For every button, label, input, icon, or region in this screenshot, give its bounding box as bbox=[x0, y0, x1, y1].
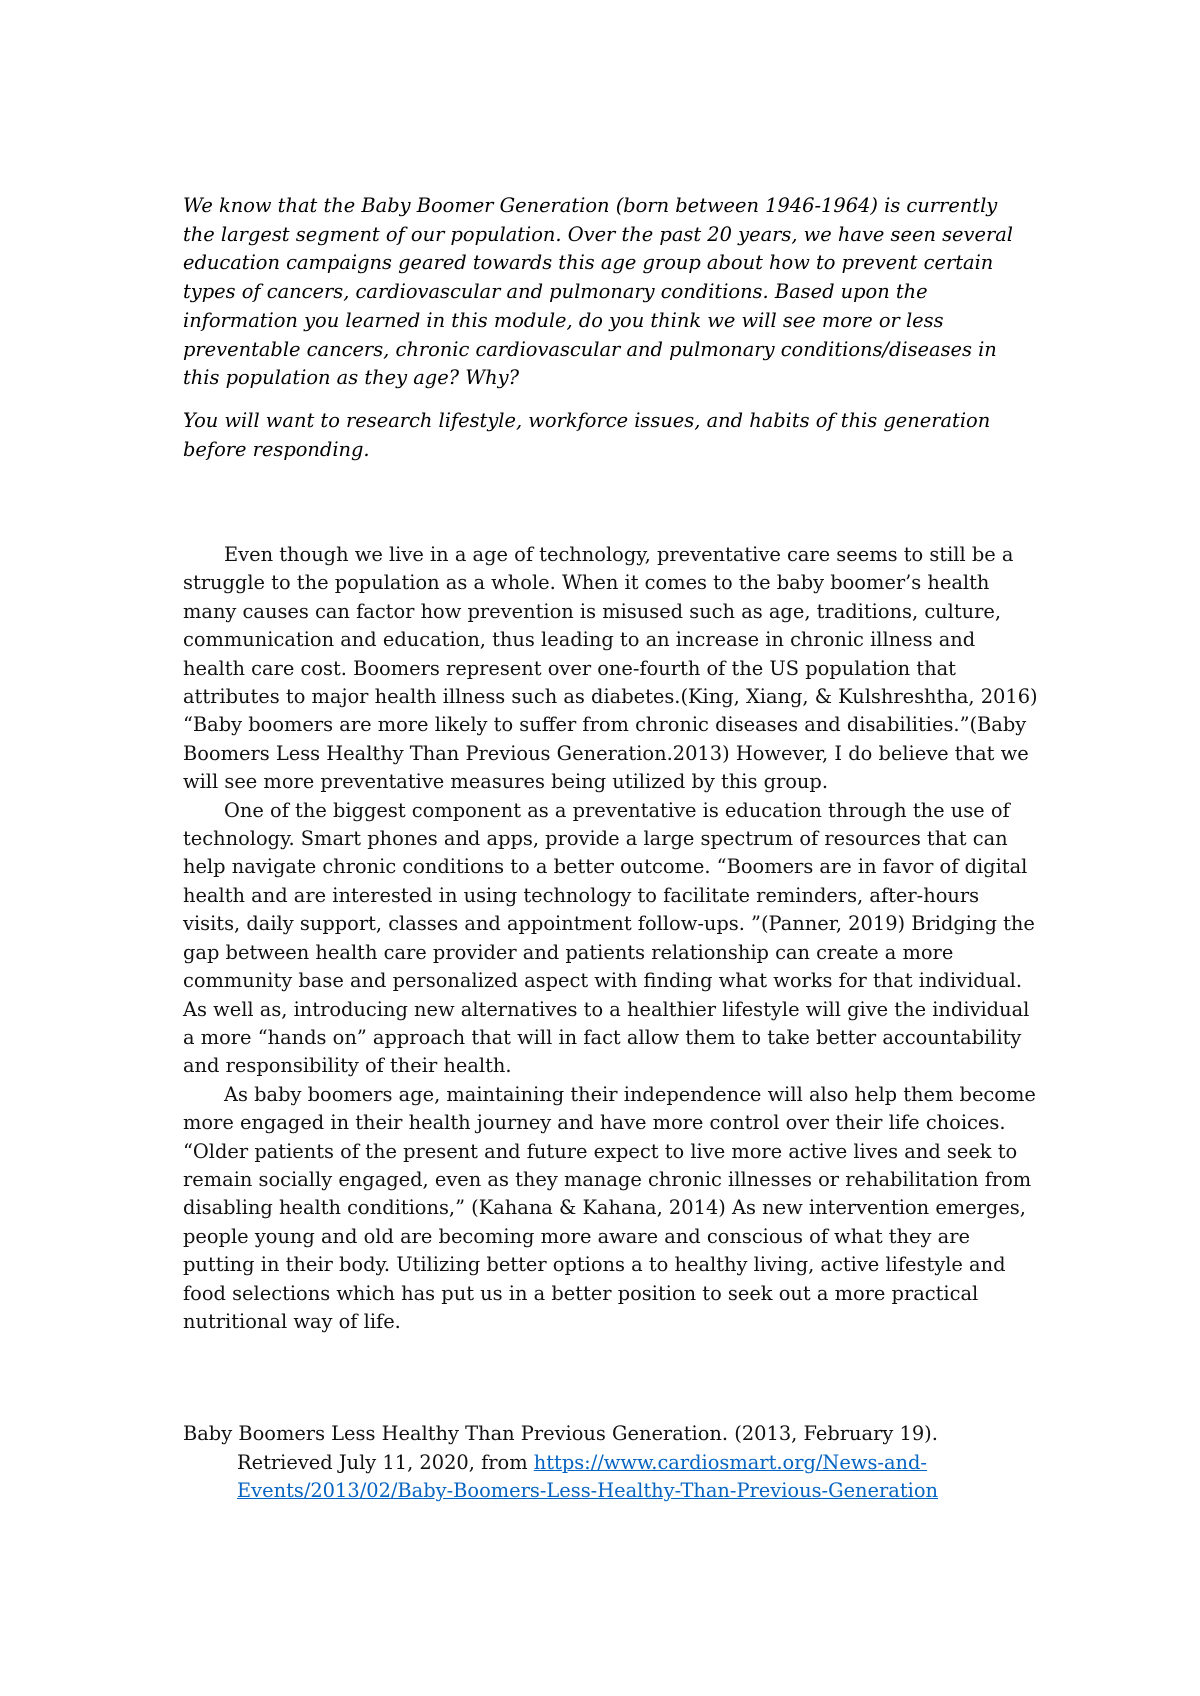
assignment-prompt bbox=[183, 192, 1023, 464]
essay-paragraph: One of the biggest component as a preventative is education through the use of technology. Smart phones and apps, provide a large spectrum of resources that can help navigate chronic conditions to a better outcome. “Boomers are in favor of digital health and are interested in using technology to facilitate reminders, after-hours visits, daily support, classes and appointment follow-ups. ”(Panner, 2019) Bridging the gap between health care provider and patients relationship can create a more community base and personalized aspect with finding what works for that individual. As well as, introducing new alternatives to a healthier lifestyle will give the individual a more “hands on” approach that will in fact allow them to take better accountability and responsibility of their health. bbox=[183, 798, 1035, 1078]
essay-paragraph: As baby boomers age, maintaining their independence will also help them become more engaged in their health journey and have more control over their life choices. “Older patients of the present and future expect to live more active lives and seek to remain socially engaged, even as they manage chronic illnesses or rehabilitation from disabling health conditions,” (Kahana & Kahana, 2014) As new intervention emerges, people young and old are becoming more aware and conscious of what they are putting in their body. Utilizing better options a to healthy living, active lifestyle and food selections which has put us in a better position to seek out a more practical nutritional way of life. bbox=[183, 1082, 1036, 1333]
reference-entry bbox=[183, 1420, 1028, 1506]
essay-paragraph: Even though we live in a age of technology, preventative care seems to still be a struggle to the population as a whole. When it comes to the baby boomer’s health many causes can factor how prevention is misused such as age, traditions, culture, communication and education, thus leading to an increase in chronic illness and health care cost. Boomers represent over one-fourth of the US population that attributes to major health illness such as diabetes.(King, Xiang, & Kulshreshtha, 2016) “Baby boomers are more likely to suffer from chronic diseases and disabilities.”(Baby Boomers Less Healthy Than Previous Generation.2013) However, I do believe that we will see more preventative measures being utilized by this group. bbox=[183, 543, 1038, 794]
reference-link[interactable]: https://www.cardiosmart.org/News-and-Events/2013/02/Baby-Boomers-Less-Healthy-Than-Previous-Generation bbox=[237, 1450, 938, 1503]
essay-body bbox=[183, 541, 1038, 1336]
prompt-question: We know that the Baby Boomer Generation (born between 1946-1964) is currently the largest segment of our population. Over the past 20 years, we have seen several education campaigns geared towards this age group about how to prevent certain types of cancers, cardiovascular and pulmonary conditions. Based upon the information you learned in this module, do you think we will see more or less preventable cancers, chronic cardiovascular and pulmonary conditions/diseases in this population as they age? Why? bbox=[183, 194, 1013, 390]
reference-text: Baby Boomers Less Healthy Than Previous Generation. (2013, February 19). Retrieved July 11, 2020, from bbox=[183, 1422, 938, 1474]
prompt-instruction: You will want to research lifestyle, workforce issues, and habits of this generation before responding. bbox=[183, 408, 991, 461]
